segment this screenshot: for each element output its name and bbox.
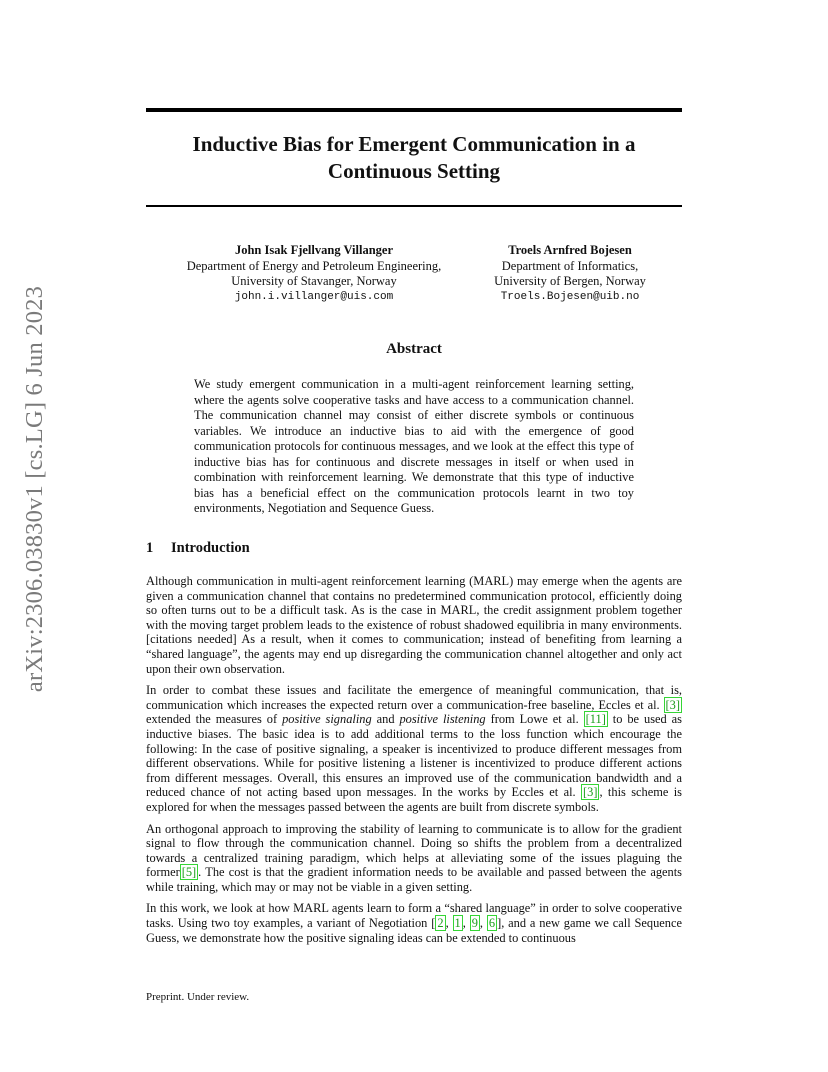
- arxiv-identifier-text: arXiv:2306.03830v1 [cs.LG] 6 Jun 2023: [21, 285, 48, 693]
- author-block-1: [170, 243, 458, 305]
- arxiv-identifier: [21, 285, 48, 693]
- author-name: John Isak Fjellvang Villanger: [234, 243, 393, 257]
- citation-link[interactable]: [3]: [665, 697, 680, 712]
- citation-link[interactable]: [5]: [181, 865, 197, 880]
- author-affiliation: Department of Energy and Petroleum Engineering,: [186, 258, 442, 273]
- title-top-rule: [146, 108, 682, 112]
- title-line-2: Continuous Setting: [327, 159, 501, 183]
- title-line-1: Inductive Bias for Emergent Communication in a: [192, 132, 636, 156]
- section-title: Introduction: [171, 540, 250, 556]
- introduction-body: [146, 574, 682, 952]
- section-number: 1: [146, 540, 154, 556]
- emphasis-positive-listening: positive listening: [399, 712, 486, 727]
- text-run: In order to combat these issues and facilitate the emergence of meaningful communication, that is, communication which increases the expected return over a communication-free baseline, Eccles et al.: [146, 683, 682, 712]
- abstract-heading: Abstract: [386, 341, 442, 357]
- citation-link[interactable]: 9: [471, 916, 478, 931]
- citation-link[interactable]: 6: [488, 916, 496, 931]
- paragraph-4: [146, 901, 682, 945]
- text-run: ,: [462, 916, 470, 931]
- author-affiliation: University of Stavanger, Norway: [231, 274, 397, 288]
- text-run: and: [371, 712, 400, 727]
- text-run: ,: [445, 916, 453, 931]
- author-name: Troels Arnfred Bojesen: [508, 243, 632, 257]
- text-run: ], and a new game we call Sequence Guess, we demonstrate how the positive signaling ideas can be extended to continuous: [146, 916, 682, 945]
- text-run: An orthogonal approach to improving the stability of learning to communicate is to allow for the gradient signal to flow through the communication channel. Doing so shifts the problem from a decentralized towards a centralized training paradigm, which helps at alleviating some of the issues plaguing the former: [146, 821, 682, 880]
- author-email[interactable]: john.i.villanger@uis.com: [234, 290, 394, 303]
- paper-title: [146, 131, 682, 185]
- citation-link[interactable]: 2: [437, 916, 444, 931]
- text-run: , this scheme is explored for when the messages passed between the agents are built from discrete symbols.: [146, 785, 682, 814]
- text-run: extended the measures of: [146, 712, 283, 727]
- author-affiliation: Department of Informatics,: [501, 258, 639, 273]
- footer-note: Preprint. Under review.: [146, 991, 250, 1003]
- title-bottom-rule: [146, 205, 682, 207]
- text-run: . The cost is that the gradient information needs to be available and passed between the agents while training, which may or may not be viable in a given setting.: [146, 865, 682, 894]
- paragraph-2: [146, 683, 682, 814]
- paragraph-1: Although communication in multi-agent reinforcement learning (MARL) may emerge when the agents are given a communication channel that contains no predetermined communication protocol, efficiently doing so often turns out to be a difficult task. As is the case in MARL, the credit assignment problem together with the moving target problem leads to the existence of robust shadowed equilibria in many environments. [citations needed] As a result, when it comes to communication; instead of benefiting from learning a “shared language”, the agents may end up disregarding the communication channel altogether and only act upon their own observation.: [146, 574, 682, 676]
- text-run: to be used as inductive biases. The basic idea is to add additional terms to the loss function which encourage the following: In the case of positive signaling, a speaker is incentivized to produce different messages from different observations. While for positive listening a listener is incentivized to produce different actions from different messages. Overall, this ensures an improved use of the communication bandwidth and a reduced chance of not acting based upon messages. In the works by Eccles et al.: [146, 712, 682, 800]
- emphasis-positive-signaling: positive signaling: [282, 712, 372, 727]
- author-email[interactable]: Troels.Bojesen@uib.no: [500, 290, 640, 303]
- text-run: In this work, we look at how MARL agents learn to form a “shared language” in order to solve cooperative tasks. Using two toy examples, a variant of Negotiation [: [146, 901, 682, 931]
- text-run: ,: [479, 916, 487, 931]
- author-affiliation: University of Bergen, Norway: [494, 274, 646, 288]
- text-run: from Lowe et al.: [485, 712, 584, 727]
- citation-link[interactable]: [11]: [585, 712, 606, 727]
- citation-link[interactable]: [3]: [583, 785, 598, 800]
- citation-link[interactable]: 1: [454, 916, 461, 931]
- abstract-text: We study emergent communication in a multi-agent reinforcement learning setting, where the agents solve cooperative tasks and have access to a communication channel. The communication channel may consist of either discrete symbols or continuous variables. We introduce an inductive bias to aid with the emergence of good communication protocols for continuous messages, and we look at the effect this type of inductive bias has for continuous and discrete messages in itself or when used in combination with reinforcement learning. We demonstrate that this type of inductive bias has a beneficial effect on the communication protocols learnt in two toy environments, Negotiation and Sequence Guess.: [194, 377, 634, 515]
- author-block-2: [486, 243, 654, 305]
- section-heading: [146, 540, 250, 557]
- paragraph-3: [146, 822, 682, 895]
